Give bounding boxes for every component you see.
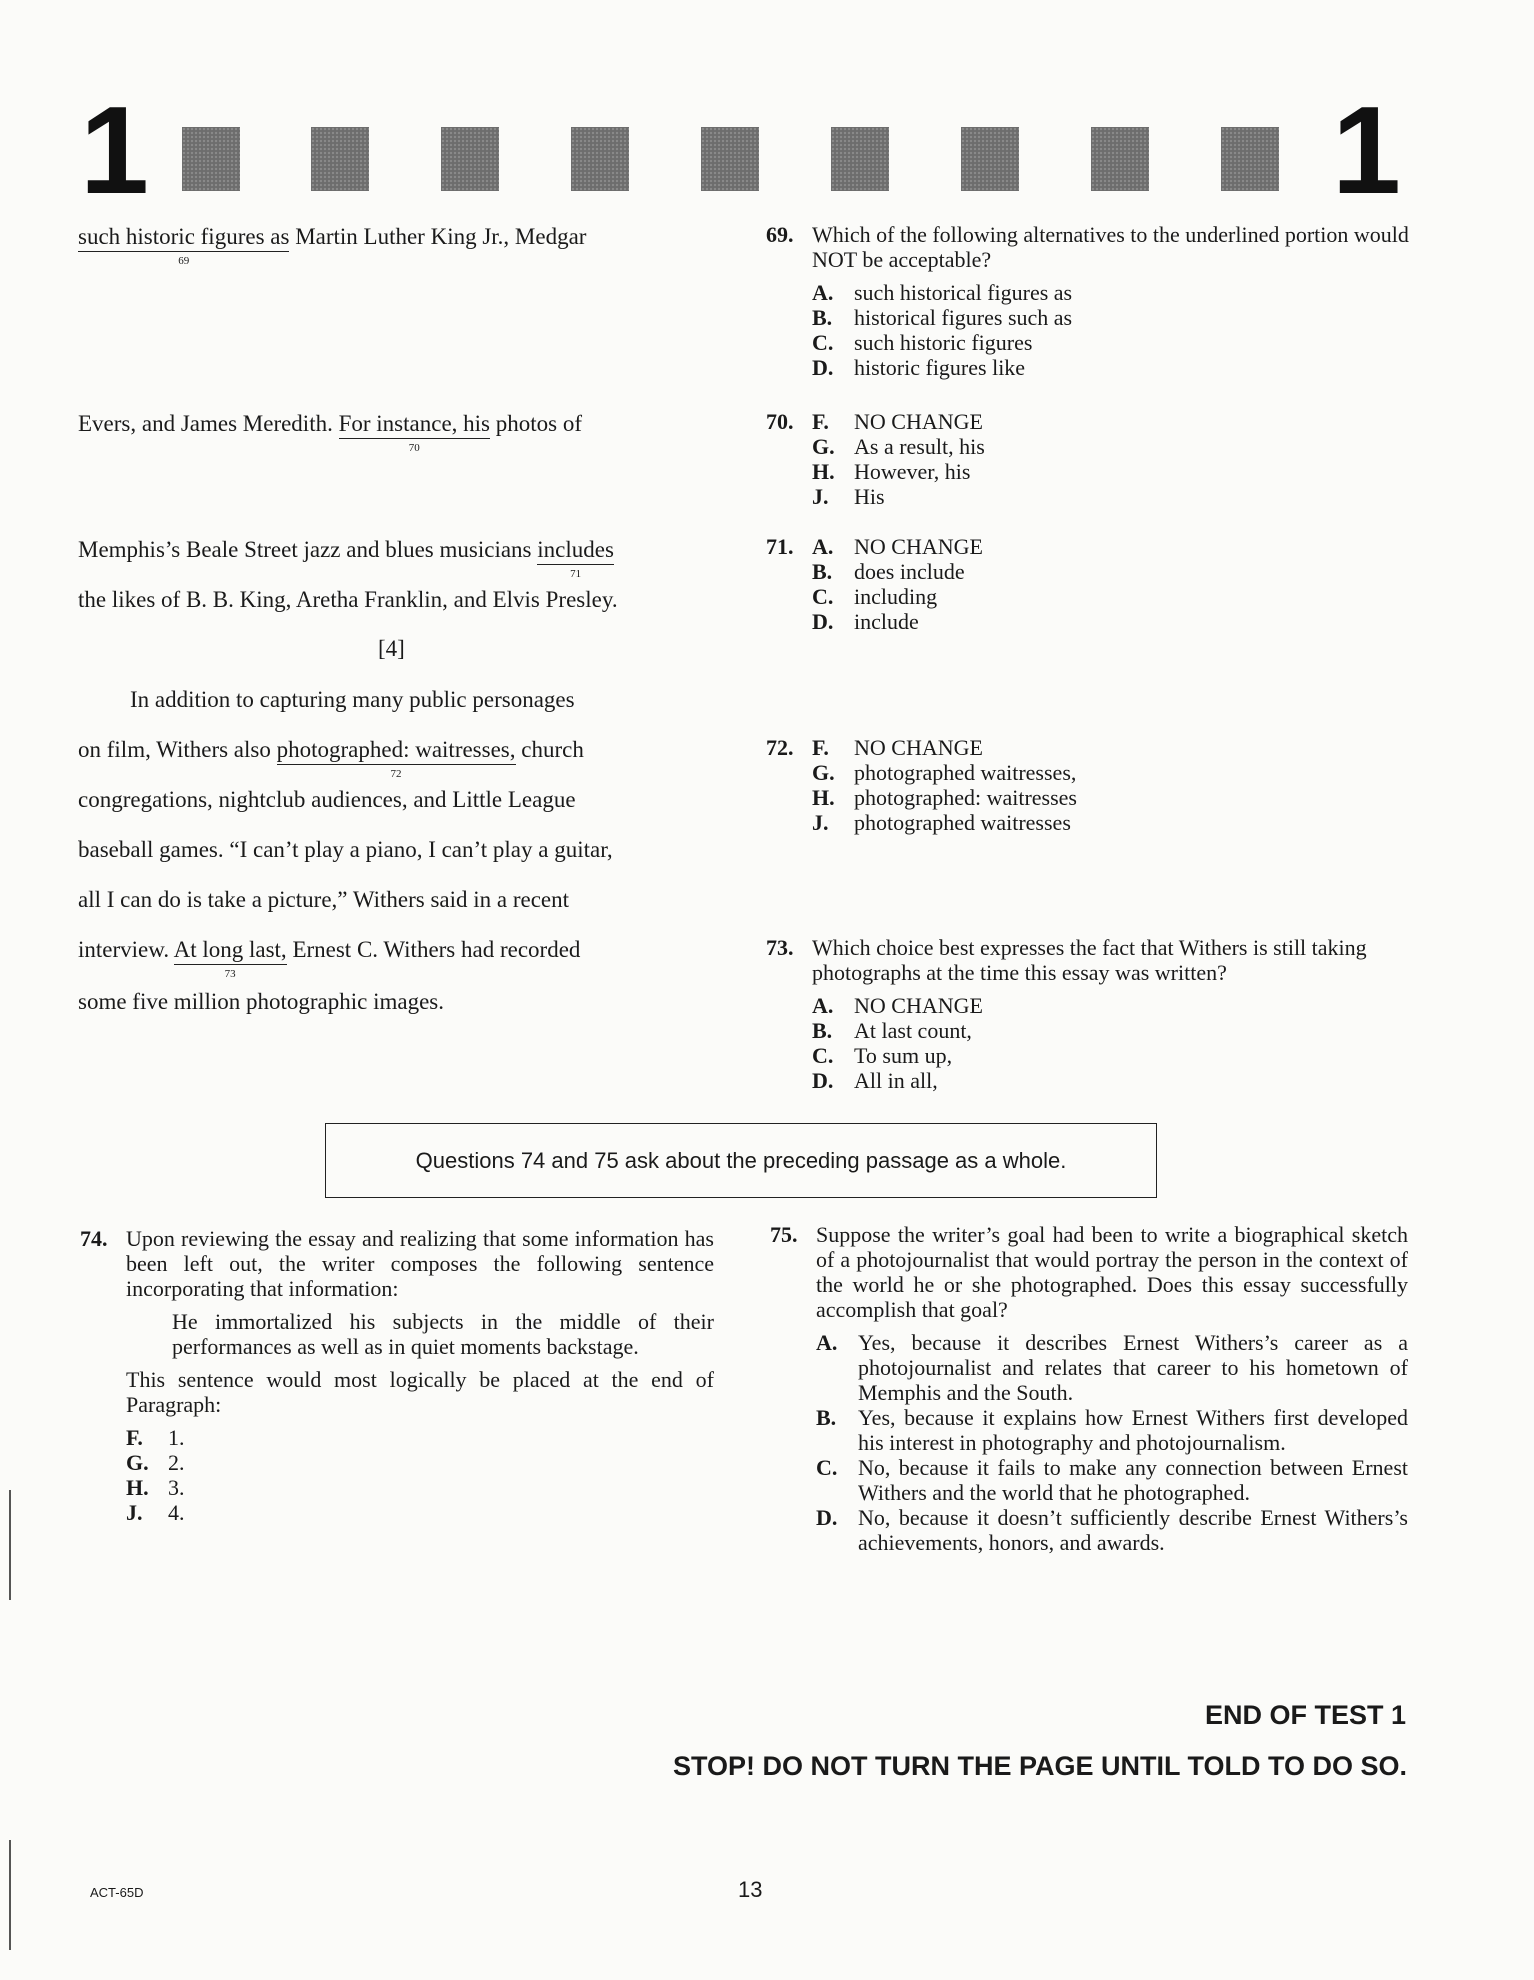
answer-option[interactable]: D. All in all,: [812, 1068, 938, 1093]
question-71: 71. A. NO CHANGE B. does include C. including D. include: [766, 534, 1411, 634]
header-square: [1221, 127, 1279, 191]
underlined-portion-72: photographed: waitresses, 72: [276, 737, 516, 780]
answer-option[interactable]: D. historic figures like: [812, 355, 1026, 380]
question-ref-72: 72: [390, 768, 402, 780]
instruction-text: Questions 74 and 75 ask about the preceding passage as a whole.: [415, 1147, 1067, 1173]
stop-notice: STOP! DO NOT TURN THE PAGE UNTIL TOLD TO DO SO.: [672, 1751, 1407, 1781]
passage-line: baseball games. “I can’t play a piano, I can’t play a guitar,: [78, 837, 613, 862]
passage-line: Memphis’s Beale Street jazz and blues musicians includes 71: [78, 537, 614, 580]
answer-options: [812, 735, 1411, 835]
paragraph-number: [4]: [378, 636, 405, 661]
answer-options: [816, 1330, 1408, 1555]
question-stem: Suppose the writer’s goal had been to write a biographical sketch of a photojournalist that would portray the person in the context of the world he or she photographed. Does this essay successfully accomplish that goal?: [816, 1222, 1408, 1322]
header-square: [701, 127, 759, 191]
page-number: 13: [738, 1877, 763, 1902]
header-square: [441, 127, 499, 191]
answer-options: [812, 409, 1411, 509]
underlined-portion-73: At long last, 73: [173, 937, 287, 980]
instruction-box: [325, 1123, 1157, 1198]
question-stem: Upon reviewing the essay and realizing that some information has been left out, the writer composes the following sentence incorporating that information:: [126, 1226, 714, 1301]
passage-line: Evers, and James Meredith. For instance, his 70 photos of: [78, 411, 582, 454]
passage-line: congregations, nightclub audiences, and Little League: [78, 787, 576, 812]
answer-options: [812, 534, 1411, 634]
passage-line: the likes of B. B. King, Aretha Franklin, and Elvis Presley.: [78, 587, 618, 612]
answer-option[interactable]: D. include: [812, 609, 919, 634]
section-number-left: 1: [80, 82, 149, 220]
question-stem: Which choice best expresses the fact that Withers is still taking photographs at the time this essay was written?: [812, 935, 1367, 985]
answer-option[interactable]: A. such historical figures as: [812, 280, 1073, 305]
passage-line: on film, Withers also photographed: waitresses, 72 church: [78, 737, 584, 780]
answer-option[interactable]: A. NO CHANGE: [812, 534, 983, 559]
answer-options: [812, 993, 1411, 1093]
question-69: 69. Which of the following alternatives to the underlined portion would NOT be acceptable? A. such historical figures as B. historical figures such as C. such historic figures D. historic figures like: [766, 222, 1411, 380]
answer-option[interactable]: H. photographed: waitresses: [812, 785, 1077, 810]
question-ref-69: 69: [178, 255, 190, 267]
passage-line: all I can do is take a picture,” Withers said in a recent: [78, 887, 570, 912]
answer-option[interactable]: B. historical figures such as: [812, 305, 1073, 330]
question-stem-continued: This sentence would most logically be placed at the end of Paragraph:: [126, 1367, 714, 1417]
answer-option[interactable]: J. 4.: [126, 1500, 185, 1525]
answer-option[interactable]: B. does include: [812, 559, 965, 584]
question-72: 72. F. NO CHANGE G. photographed waitresses, H. photographed: waitresses J. photographed waitresses: [766, 735, 1411, 835]
answer-option[interactable]: J. photographed waitresses: [812, 810, 1071, 835]
header-square: [1091, 127, 1149, 191]
underlined-portion-70: For instance, his 70: [338, 411, 490, 454]
question-70: 70. F. NO CHANGE G. As a result, his H. However, his J. His: [766, 409, 1411, 509]
answer-option[interactable]: F. 1.: [126, 1425, 185, 1450]
answer-option[interactable]: H. 3.: [126, 1475, 185, 1500]
underlined-portion-69: such historic figures as 69: [78, 224, 290, 267]
passage-line: some five million photographic images.: [78, 989, 445, 1014]
answer-options: [812, 280, 1411, 380]
question-stem: Which of the following alternatives to the underlined portion would NOT be acceptable?: [812, 222, 1409, 272]
question-ref-70: 70: [408, 442, 420, 454]
passage-line: In addition to capturing many public personages: [130, 687, 575, 712]
answer-option[interactable]: B. At last count,: [812, 1018, 972, 1043]
answer-option[interactable]: F. NO CHANGE: [812, 409, 983, 434]
answer-option[interactable]: C. To sum up,: [812, 1043, 953, 1068]
scan-margin-mark: [9, 1840, 11, 1950]
header-square: [571, 127, 629, 191]
end-of-test: END OF TEST 1: [1204, 1700, 1406, 1730]
passage-line: such historic figures as 69 Martin Luther King Jr., Medgar: [78, 224, 587, 267]
header-square: [961, 127, 1019, 191]
answer-option[interactable]: H. However, his: [812, 459, 971, 484]
section-number-right: 1: [1332, 82, 1401, 220]
answer-option[interactable]: A. Yes, because it describes Ernest Withers’s career as a photojournalist and relates that career to his hometown of Memphis and the South.: [816, 1330, 1408, 1405]
answer-option[interactable]: G. 2.: [126, 1450, 185, 1475]
header-square: [182, 127, 240, 191]
answer-option[interactable]: C. including: [812, 584, 938, 609]
underlined-portion-71: includes 71: [537, 537, 614, 580]
answer-option[interactable]: C. No, because it fails to make any connection between Ernest Withers and the world that he photographed.: [816, 1455, 1408, 1505]
answer-options: [126, 1425, 714, 1525]
form-code: ACT-65D: [90, 1885, 144, 1900]
quoted-sentence: He immortalized his subjects in the middle of their performances as well as in quiet moments backstage.: [172, 1309, 714, 1359]
question-73: 73. Which choice best expresses the fact that Withers is still taking photographs at the time this essay was written? A. NO CHANGE B. At last count, C. To sum up, D. All in all,: [766, 935, 1411, 1093]
answer-option[interactable]: D. No, because it doesn’t sufficiently describe Ernest Withers’s achievements, honors, and awards.: [816, 1505, 1408, 1555]
question-ref-73: 73: [224, 968, 236, 980]
answer-option[interactable]: F. NO CHANGE: [812, 735, 983, 760]
answer-option[interactable]: A. NO CHANGE: [812, 993, 983, 1018]
answer-option[interactable]: G. photographed waitresses,: [812, 760, 1077, 785]
passage-line: interview. At long last, 73 Ernest C. Withers had recorded: [78, 937, 581, 980]
answer-option[interactable]: G. As a result, his: [812, 434, 985, 459]
answer-option[interactable]: J. His: [812, 484, 885, 509]
answer-option[interactable]: B. Yes, because it explains how Ernest Withers first developed his interest in photography and photojournalism.: [816, 1405, 1408, 1455]
scan-margin-mark: [9, 1490, 11, 1600]
answer-option[interactable]: C. such historic figures: [812, 330, 1033, 355]
question-ref-71: 71: [570, 568, 582, 580]
header-square: [831, 127, 889, 191]
header-square: [311, 127, 369, 191]
question-75: 75. Suppose the writer’s goal had been to write a biographical sketch of a photojournalist that would portray the person in the context of the world he or she photographed. Does this essay successfully accomplish that goal? A. Yes, because it describes Ernest Withers’s career as a photojournalist and relates that career to his hometown of Memphis and the South. B. Yes, because it explains how Ernest Withers first developed his interest in photography and photojournalism. C. No, because it fails to make any connection between Ernest Withers and the world that he photographed. D. No, because it doesn’t sufficiently describe Ernest Withers’s achievements, honors, and awards.: [770, 1222, 1408, 1555]
question-74: 74. Upon reviewing the essay and realizing that some information has been left out, the writer composes the following sentence incorporating that information: He immortalized his subjects in the middle of their performances as well as in quiet moments backstage. This sentence would most logically be placed at the end of Paragraph: F. 1. G. 2. H. 3. J. 4.: [80, 1226, 714, 1525]
